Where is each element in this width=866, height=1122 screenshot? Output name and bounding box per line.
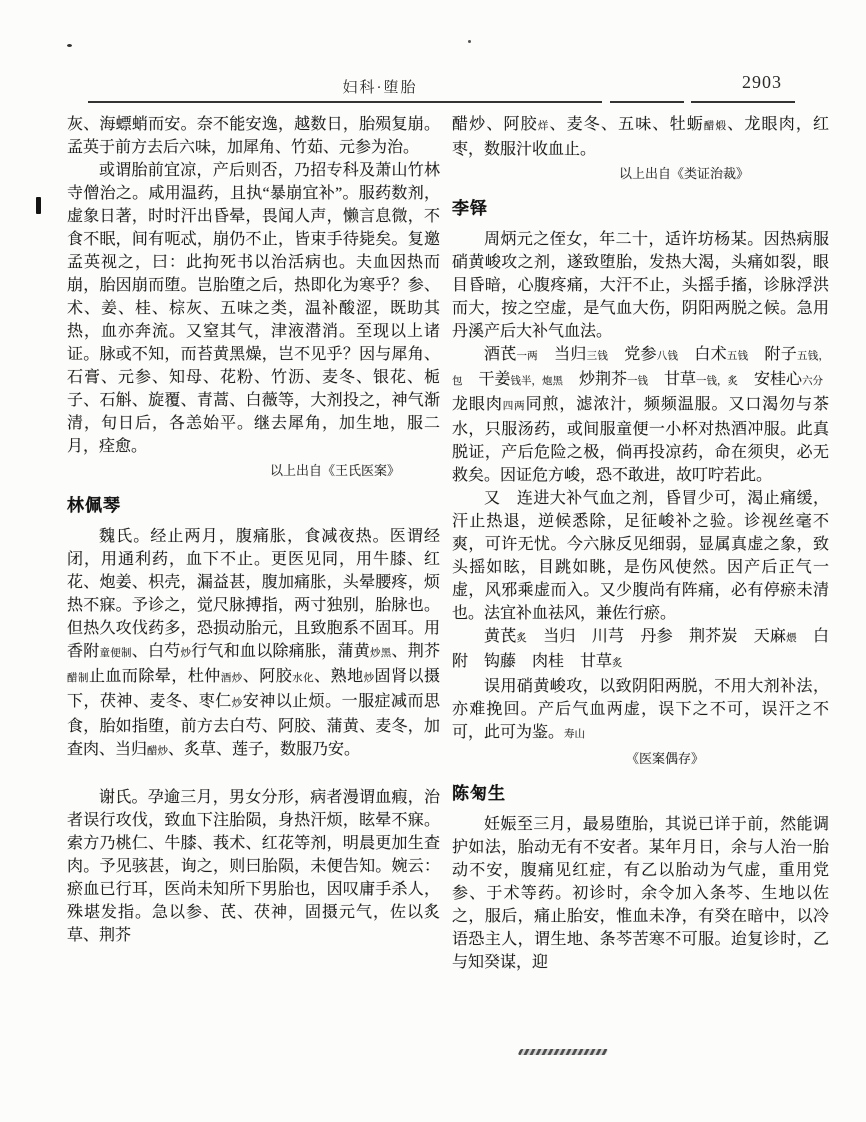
paragraph-conclusion: 误用硝黄峻攻，以致阴阳两脱，不用大剂补法，亦难挽回。产后气血两虚，误下之不可，误汗之不可，此可为鉴。寿山	[452, 678, 829, 741]
source-citation-leizheng-zhicai: 以上出自《类证治裁》	[618, 166, 749, 181]
page-number: 2903	[742, 72, 782, 92]
section-heading-li-duo: 李铎	[452, 199, 488, 218]
section-heading-chen-jusheng: 陈匊生	[452, 784, 506, 803]
ink-smudge-bottom	[518, 1049, 609, 1055]
paragraph-xie-case: 谢氏。孕逾三月，男女分形，病者漫谓血瘕，治者误行攻伐，致血下注胎陨，身热汗烦，眩晕不寐。索方乃桃仁、牛膝、莪术、红花等剂，明晨更加生查肉。予见骇甚，询之，则曰胎陨，未便告知。婉云：瘀血已行耳，医尚未知所下男胎也，因叹庸手杀人，殊堪发指。急以参、芪、茯神，固摄元气，佐以炙草、荆芥	[67, 789, 440, 944]
source-citation-yian-oucun: 《医案偶存》	[625, 751, 704, 766]
paragraph-followup: 又 连进大补气血之剂，昏冒少可，渴止痛缓，汗止热退，逆候悉除，足征峻补之验。诊视丝毫不爽，可许无忧。今六脉反见细弱，显属真虚之象，致头摇如眩，目跳如眺，是伤风使然。因产后正气一虚，风邪乘虚而入。又少腹尚有阵痛，必有停瘀未清也。法宜补血祛风，兼佐行瘀。	[452, 490, 829, 622]
paragraph-mengying-case: 或谓胎前宜凉，产后则否，乃招专科及萧山竹林寺僧治之。咸用温药，且执“暴崩宜补”。服药数剂，虚象日著，时时汗出昏晕，畏闻人声，懒言息微，不食不眠，间有呃忒，崩仍不止，皆束手待毙矣。复邀孟英视之，曰：此拘死书以治活病也。夫血因热而崩，胎因崩而堕。岂胎堕之后，热即化为寒乎？参、术、姜、桂、棕灰、五味之类，温补酸涩，既助其热，血亦奔流。又窒其气，津液潜消。至现以上诸证。脉或不知，而苔黄黑燥，岂不见乎？因与犀角、石膏、元参、知母、花粉、竹沥、麦冬、银花、栀子、石斛、旋覆、青蒿、白薇等，大剂投之，神气渐清，旬日后，各恙始平。继去犀角，加生地，服二月，痊愈。	[67, 162, 440, 455]
column-right	[452, 113, 840, 974]
column-left	[67, 113, 440, 947]
header-rule-middle	[610, 101, 684, 103]
ink-speck-top-left	[67, 44, 72, 47]
paragraph-continuation-left: 灰、海螵蛸而安。奈不能安逸，越数日，胎殒复崩。孟英于前方去后六味，加犀角、竹茹、元参为治。	[67, 116, 440, 156]
header-rule-right	[691, 101, 795, 103]
paragraph-pregnancy-case: 妊娠至三月，最易堕胎，其说已详于前，然能调护如法，胎动无有不安者。某年月日，余与人治一胎动不安，腹痛见红症，有乙以胎动为气虚，重用党参、于术等药。初诊时，余令加入条芩、生地以佐之，服后，痛止胎安，惟血未净，有癸在暗中，以冷语恐主人，谓生地、条芩苦寒不可服。迨复诊时，乙与知癸谋，迎	[452, 816, 829, 971]
paragraph-zhou-case: 周炳元之侄女，年二十，适许坊杨某。因热病服硝黄峻攻之剂，遂致堕胎，发热大渴，头痛如裂，眼目昏暗，心腹疼痛，大汗不止，头摇手搐，诊脉浮洪而大，按之空虚，是气血大伤，阴阳两脱之候。急用丹溪产后大补气血法。	[452, 231, 829, 340]
header-title: 妇科·堕胎	[342, 80, 418, 96]
paragraph-wei-case: 魏氏。经止两月，腹痛胀，食减夜热。医谓经闭，用通利药，血下不止。更医见同，用牛膝、红花、炮姜、枳壳，漏益甚，腹加痛胀，头晕腰疼，烦热不寐。予诊之，觉尺脉搏指，两寸独别，胎脉也。但热久攻伐药多，恐损动胎元，且致胞系不固耳。用香附童便制、白芍炒行气和血以除痛胀，蒲黄炒黑、荆芥醋制止血而除晕，杜仲酒炒、阿胶水化、熟地炒固肾以摄下，茯神、麦冬、枣仁炒安神以止烦。一服症减而思食，胎如指堕，前方去白芍、阿胶、蒲黄、麦冬，加查肉、当归醋炒、炙草、莲子，数服乃安。	[67, 528, 440, 758]
source-citation-wangshi-yian: 以上出自《王氏医案》	[269, 463, 400, 478]
prescription-first: 酒芪一两 当归三钱 党参八钱 白术五钱 附子五钱，包 干姜钱半，炮黑 炒荆芥一钱 甘草一钱，炙 安桂心六分 龙眼肉四两同煎，滤浓汁，频频温服。又口渴勿与茶水，只服汤药，或间服童便一小杯对热酒冲服。此真脱证，产后危险之极，倘再投凉药，命在须臾，必无救矣。因证危方峻，恐不敢进，故叮咛若此。	[452, 346, 840, 484]
section-heading-lin-peiqin: 林佩琴	[67, 496, 121, 515]
paragraph-continuation-right: 醋炒、阿胶烊、麦冬、五味、牡蛎醋煅、龙眼肉，红枣，数服汁收血止。	[452, 116, 830, 158]
header-rule-left	[88, 101, 602, 103]
ink-speck-top-center	[468, 40, 471, 43]
prescription-second: 黄芪炙 当归 川芎 丹参 荆芥炭 天麻煨 白附 钩藤 肉桂 甘草炙	[452, 628, 830, 670]
ink-mark-left-margin	[36, 197, 41, 214]
